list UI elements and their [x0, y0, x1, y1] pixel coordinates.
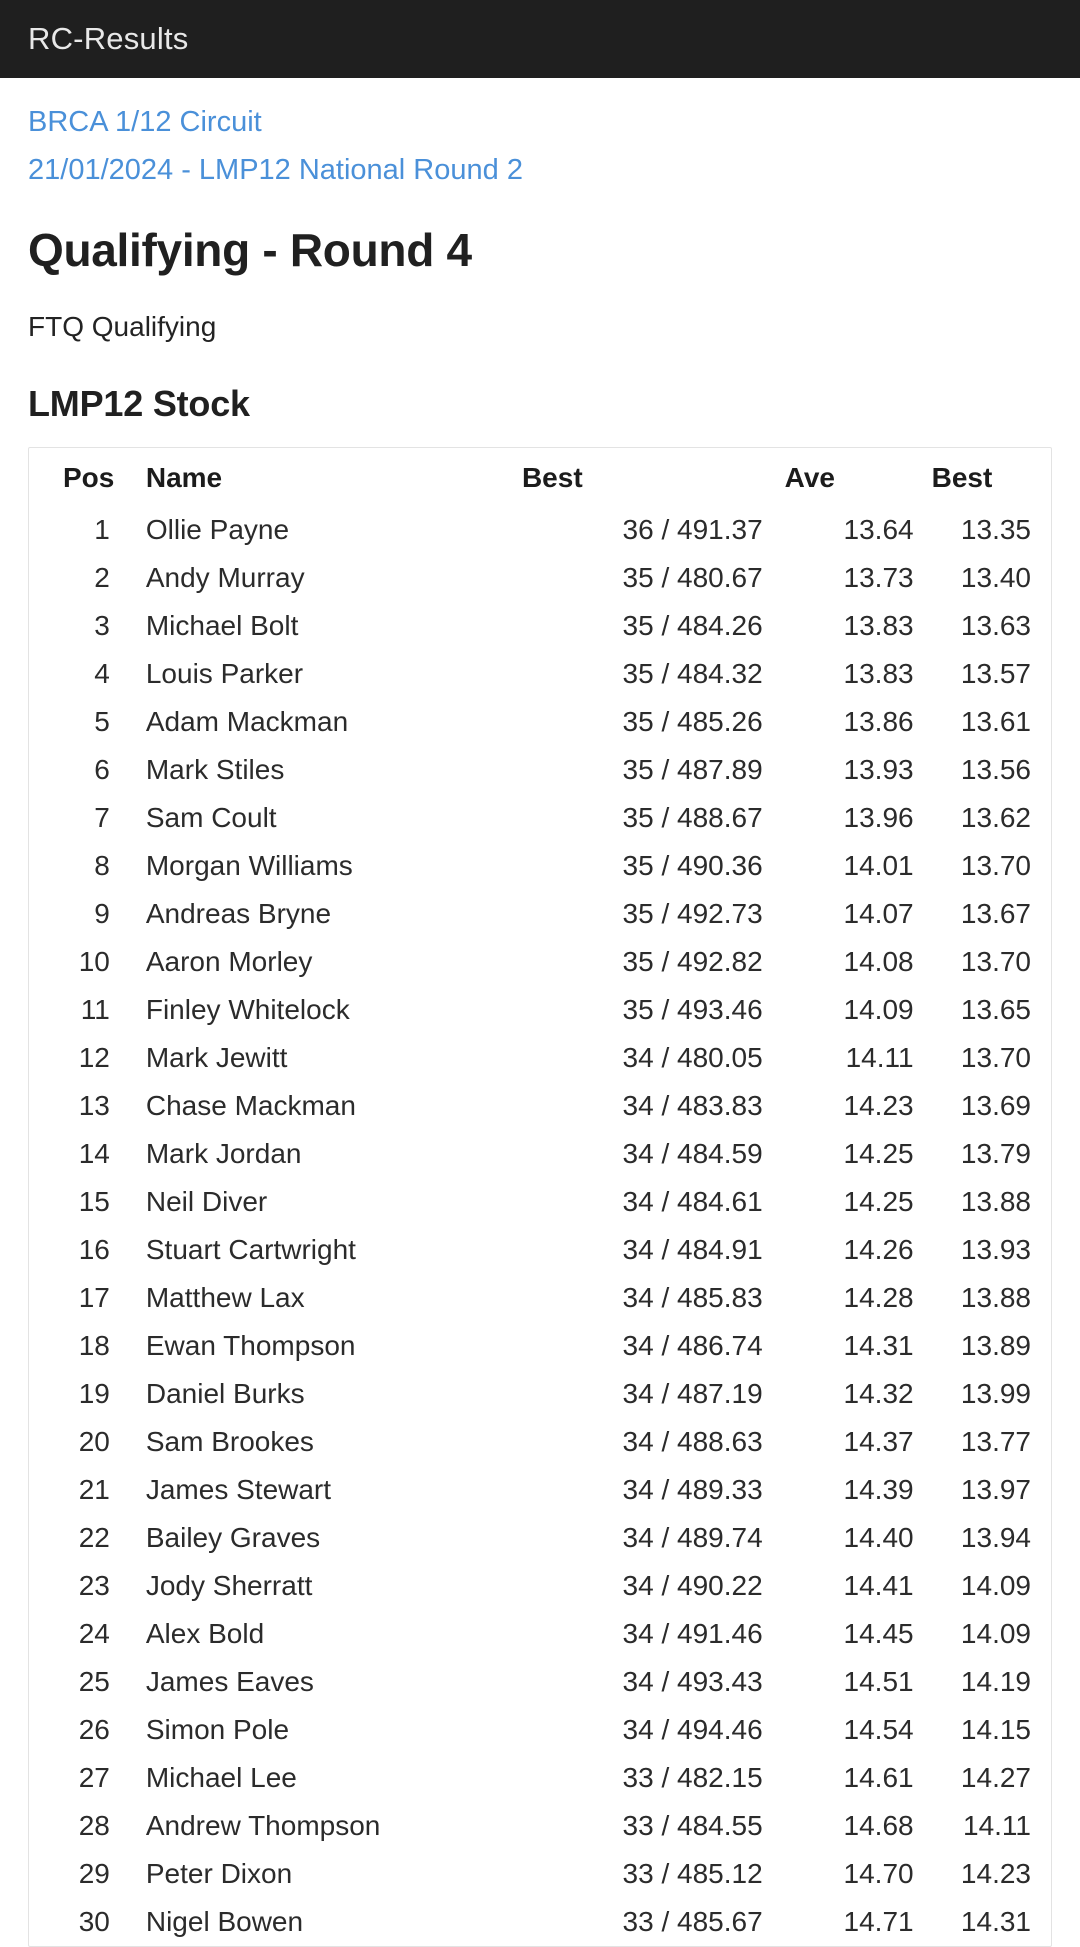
cell-name: Michael Lee — [145, 1761, 297, 1793]
column-header-ave: Ave — [784, 461, 835, 493]
table-row[interactable] — [29, 1754, 1051, 1802]
cell-pos: 27 — [78, 1761, 110, 1793]
cell-best-run: 33 / 485.67 — [622, 1905, 763, 1937]
cell-name: Mark Jewitt — [145, 1041, 288, 1073]
cell-ave: 13.83 — [843, 609, 914, 641]
table-row[interactable] — [29, 1802, 1051, 1850]
cell-best-run: 34 / 487.19 — [622, 1377, 763, 1409]
app-title: RC-Results — [28, 21, 189, 56]
cell-ave: 13.64 — [843, 513, 914, 545]
cell-best-run: 35 / 484.26 — [622, 609, 763, 641]
cell-ave: 14.11 — [845, 1041, 914, 1073]
column-header-name: Name — [145, 461, 223, 493]
cell-ave: 13.83 — [843, 657, 914, 689]
table-row[interactable] — [29, 602, 1051, 650]
cell-ave: 14.71 — [843, 1905, 914, 1937]
cell-best-run: 33 / 484.55 — [622, 1809, 763, 1841]
cell-pos: 18 — [78, 1329, 110, 1361]
table-row[interactable] — [29, 650, 1051, 698]
cell-best-run: 34 / 484.59 — [622, 1137, 763, 1169]
cell-ave: 14.39 — [843, 1473, 914, 1505]
cell-best-run: 35 / 480.67 — [622, 561, 763, 593]
cell-ave: 14.25 — [843, 1185, 914, 1217]
cell-name: Mark Stiles — [145, 753, 285, 785]
cell-ave: 14.25 — [843, 1137, 914, 1169]
table-row[interactable] — [29, 1610, 1051, 1658]
cell-best-run: 34 / 493.43 — [622, 1665, 763, 1697]
class-title: LMP12 Stock — [28, 382, 250, 424]
cell-pos: 16 — [78, 1233, 110, 1265]
cell-pos: 4 — [94, 657, 110, 689]
table-row[interactable] — [29, 938, 1051, 986]
page-subtitle: FTQ Qualifying — [28, 310, 217, 342]
cell-name: Jody Sherratt — [145, 1569, 313, 1601]
table-row[interactable] — [29, 794, 1051, 842]
table-row[interactable] — [29, 842, 1051, 890]
cell-best-run: 34 / 488.63 — [622, 1425, 763, 1457]
cell-best-lap: 14.19 — [960, 1665, 1031, 1697]
cell-pos: 30 — [78, 1905, 110, 1937]
cell-best-run: 34 / 486.74 — [622, 1329, 763, 1361]
cell-best-run: 35 / 485.26 — [622, 705, 763, 737]
table-row[interactable] — [29, 1898, 1051, 1946]
cell-best-lap: 13.65 — [960, 993, 1031, 1025]
cell-pos: 2 — [94, 561, 110, 593]
table-row[interactable] — [29, 1418, 1051, 1466]
cell-name: Finley Whitelock — [145, 993, 350, 1025]
cell-best-run: 34 / 480.05 — [622, 1041, 763, 1073]
cell-best-lap: 14.11 — [963, 1809, 1031, 1841]
cell-best-run: 34 / 485.83 — [622, 1281, 763, 1313]
cell-ave: 14.32 — [843, 1377, 914, 1409]
cell-best-lap: 13.67 — [960, 897, 1031, 929]
table-row[interactable] — [29, 1562, 1051, 1610]
cell-name: Stuart Cartwright — [145, 1233, 356, 1265]
cell-ave: 13.86 — [843, 705, 914, 737]
cell-ave: 14.28 — [843, 1281, 914, 1313]
cell-ave: 14.54 — [843, 1713, 914, 1745]
cell-pos: 20 — [78, 1425, 110, 1457]
cell-ave: 14.31 — [843, 1329, 914, 1361]
table-row[interactable] — [29, 506, 1051, 554]
cell-best-run: 34 / 489.74 — [622, 1521, 763, 1553]
table-row[interactable] — [29, 986, 1051, 1034]
table-row[interactable] — [29, 698, 1051, 746]
cell-pos: 25 — [78, 1665, 110, 1697]
table-row[interactable] — [29, 890, 1051, 938]
table-row[interactable] — [29, 1370, 1051, 1418]
table-row[interactable] — [29, 1178, 1051, 1226]
cell-best-lap: 13.88 — [960, 1185, 1031, 1217]
cell-best-lap: 14.31 — [960, 1905, 1031, 1937]
app-bar — [0, 0, 1080, 78]
cell-best-lap: 13.56 — [960, 753, 1031, 785]
table-row[interactable] — [29, 554, 1051, 602]
table-row[interactable] — [29, 1130, 1051, 1178]
cell-pos: 7 — [94, 801, 110, 833]
cell-pos: 26 — [78, 1713, 110, 1745]
cell-ave: 13.73 — [843, 561, 914, 593]
cell-pos: 11 — [80, 993, 110, 1025]
cell-pos: 3 — [94, 609, 110, 641]
table-row[interactable] — [29, 1466, 1051, 1514]
table-row[interactable] — [29, 1226, 1051, 1274]
breadcrumb-event-link[interactable]: 21/01/2024 - LMP12 National Round 2 — [28, 154, 523, 187]
column-header-best-lap: Best — [931, 461, 993, 493]
table-row[interactable] — [29, 1514, 1051, 1562]
cell-name: Simon Pole — [145, 1713, 290, 1745]
cell-pos: 12 — [78, 1041, 110, 1073]
cell-name: Neil Diver — [145, 1185, 268, 1217]
table-header-row — [29, 448, 1051, 506]
cell-name: Ewan Thompson — [145, 1329, 356, 1361]
cell-best-run: 34 / 484.91 — [622, 1233, 763, 1265]
cell-best-lap: 13.40 — [960, 561, 1031, 593]
cell-best-lap: 14.27 — [960, 1761, 1031, 1793]
cell-pos: 5 — [94, 705, 110, 737]
cell-best-lap: 13.93 — [960, 1233, 1031, 1265]
cell-ave: 14.09 — [843, 993, 914, 1025]
cell-pos: 10 — [78, 945, 110, 977]
cell-name: Adam Mackman — [145, 705, 349, 737]
cell-best-run: 34 / 484.61 — [622, 1185, 763, 1217]
cell-pos: 13 — [78, 1089, 110, 1121]
cell-ave: 14.51 — [843, 1665, 914, 1697]
cell-best-lap: 13.89 — [960, 1329, 1031, 1361]
breadcrumb-club-link[interactable]: BRCA 1/12 Circuit — [28, 106, 262, 138]
cell-best-run: 35 / 493.46 — [622, 993, 763, 1025]
cell-best-lap: 13.79 — [960, 1137, 1031, 1169]
cell-best-lap: 13.69 — [960, 1089, 1031, 1121]
cell-pos: 21 — [78, 1473, 110, 1505]
cell-pos: 24 — [78, 1617, 110, 1649]
cell-best-lap: 14.15 — [960, 1713, 1031, 1745]
results-table-body — [29, 506, 1051, 1946]
cell-ave: 14.01 — [843, 849, 914, 881]
cell-pos: 8 — [94, 849, 110, 881]
cell-ave: 14.40 — [843, 1521, 914, 1553]
cell-best-lap: 14.09 — [960, 1569, 1031, 1601]
page-title: Qualifying - Round 4 — [28, 223, 472, 276]
cell-best-run: 34 / 491.46 — [622, 1617, 763, 1649]
cell-best-run: 35 / 487.89 — [622, 753, 763, 785]
breadcrumb — [28, 104, 1052, 140]
cell-name: Louis Parker — [145, 657, 304, 689]
results-table — [29, 448, 1051, 1946]
table-row[interactable] — [29, 1082, 1051, 1130]
cell-name: Daniel Burks — [145, 1377, 305, 1409]
breadcrumb-event — [28, 152, 1052, 188]
cell-best-lap: 13.88 — [960, 1281, 1031, 1313]
cell-name: Andrew Thompson — [145, 1809, 381, 1841]
cell-name: Michael Bolt — [145, 609, 299, 641]
cell-pos: 17 — [78, 1281, 110, 1313]
cell-ave: 14.45 — [843, 1617, 914, 1649]
cell-pos: 19 — [78, 1377, 110, 1409]
cell-ave: 14.61 — [843, 1761, 914, 1793]
cell-ave: 13.93 — [843, 753, 914, 785]
cell-pos: 22 — [78, 1521, 110, 1553]
cell-best-run: 33 / 485.12 — [622, 1857, 763, 1889]
cell-ave: 13.96 — [843, 801, 914, 833]
table-row[interactable] — [29, 1274, 1051, 1322]
cell-name: Alex Bold — [145, 1617, 265, 1649]
cell-name: Morgan Williams — [145, 849, 353, 881]
cell-best-run: 34 / 489.33 — [622, 1473, 763, 1505]
cell-best-lap: 13.77 — [960, 1425, 1031, 1457]
cell-ave: 14.41 — [843, 1569, 914, 1601]
cell-best-run: 35 / 484.32 — [622, 657, 763, 689]
cell-name: Bailey Graves — [145, 1521, 321, 1553]
cell-pos: 6 — [94, 753, 110, 785]
cell-name: Matthew Lax — [145, 1281, 305, 1313]
cell-best-lap: 14.23 — [960, 1857, 1031, 1889]
cell-name: Nigel Bowen — [145, 1905, 304, 1937]
cell-best-run: 35 / 492.82 — [622, 945, 763, 977]
cell-ave: 14.68 — [843, 1809, 914, 1841]
cell-ave: 14.08 — [843, 945, 914, 977]
cell-name: James Eaves — [145, 1665, 314, 1697]
cell-best-lap: 13.62 — [960, 801, 1031, 833]
cell-pos: 29 — [78, 1857, 110, 1889]
cell-best-lap: 13.70 — [960, 945, 1031, 977]
cell-best-run: 36 / 491.37 — [622, 513, 763, 545]
cell-best-lap: 13.70 — [960, 1041, 1031, 1073]
cell-pos: 15 — [78, 1185, 110, 1217]
cell-ave: 14.37 — [843, 1425, 914, 1457]
cell-name: Peter Dixon — [145, 1857, 293, 1889]
cell-best-run: 35 / 490.36 — [622, 849, 763, 881]
cell-pos: 1 — [94, 513, 110, 545]
page-content — [0, 104, 1080, 1947]
table-row[interactable] — [29, 746, 1051, 794]
cell-name: Sam Brookes — [145, 1425, 314, 1457]
column-header-best-run: Best — [521, 461, 583, 493]
cell-best-lap: 13.99 — [960, 1377, 1031, 1409]
cell-best-run: 34 / 494.46 — [622, 1713, 763, 1745]
cell-ave: 14.26 — [843, 1233, 914, 1265]
cell-best-lap: 13.61 — [960, 705, 1031, 737]
cell-best-run: 34 / 490.22 — [622, 1569, 763, 1601]
table-row[interactable] — [29, 1658, 1051, 1706]
table-row[interactable] — [29, 1706, 1051, 1754]
cell-best-lap: 13.57 — [960, 657, 1031, 689]
cell-best-lap: 13.97 — [960, 1473, 1031, 1505]
cell-name: Andy Murray — [145, 561, 305, 593]
cell-best-run: 35 / 488.67 — [622, 801, 763, 833]
cell-ave: 14.70 — [843, 1857, 914, 1889]
cell-name: Andreas Bryne — [145, 897, 332, 929]
cell-pos: 14 — [78, 1137, 110, 1169]
cell-best-run: 33 / 482.15 — [622, 1761, 763, 1793]
cell-best-lap: 13.35 — [960, 513, 1031, 545]
cell-name: Sam Coult — [145, 801, 277, 833]
cell-best-lap: 13.70 — [960, 849, 1031, 881]
cell-pos: 23 — [78, 1569, 110, 1601]
results-table-container — [28, 447, 1052, 1947]
cell-best-run: 35 / 492.73 — [622, 897, 763, 929]
cell-name: Mark Jordan — [145, 1137, 302, 1169]
cell-best-run: 34 / 483.83 — [622, 1089, 763, 1121]
cell-name: Chase Mackman — [145, 1089, 356, 1121]
table-row[interactable] — [29, 1034, 1051, 1082]
table-row[interactable] — [29, 1322, 1051, 1370]
cell-ave: 14.23 — [843, 1089, 914, 1121]
cell-name: James Stewart — [145, 1473, 332, 1505]
cell-best-lap: 13.63 — [960, 609, 1031, 641]
cell-name: Ollie Payne — [145, 513, 290, 545]
cell-best-lap: 14.09 — [960, 1617, 1031, 1649]
cell-pos: 28 — [78, 1809, 110, 1841]
cell-best-lap: 13.94 — [960, 1521, 1031, 1553]
cell-pos: 9 — [94, 897, 110, 929]
cell-ave: 14.07 — [843, 897, 914, 929]
column-header-pos: Pos — [63, 461, 115, 493]
table-row[interactable] — [29, 1850, 1051, 1898]
cell-name: Aaron Morley — [145, 945, 313, 977]
